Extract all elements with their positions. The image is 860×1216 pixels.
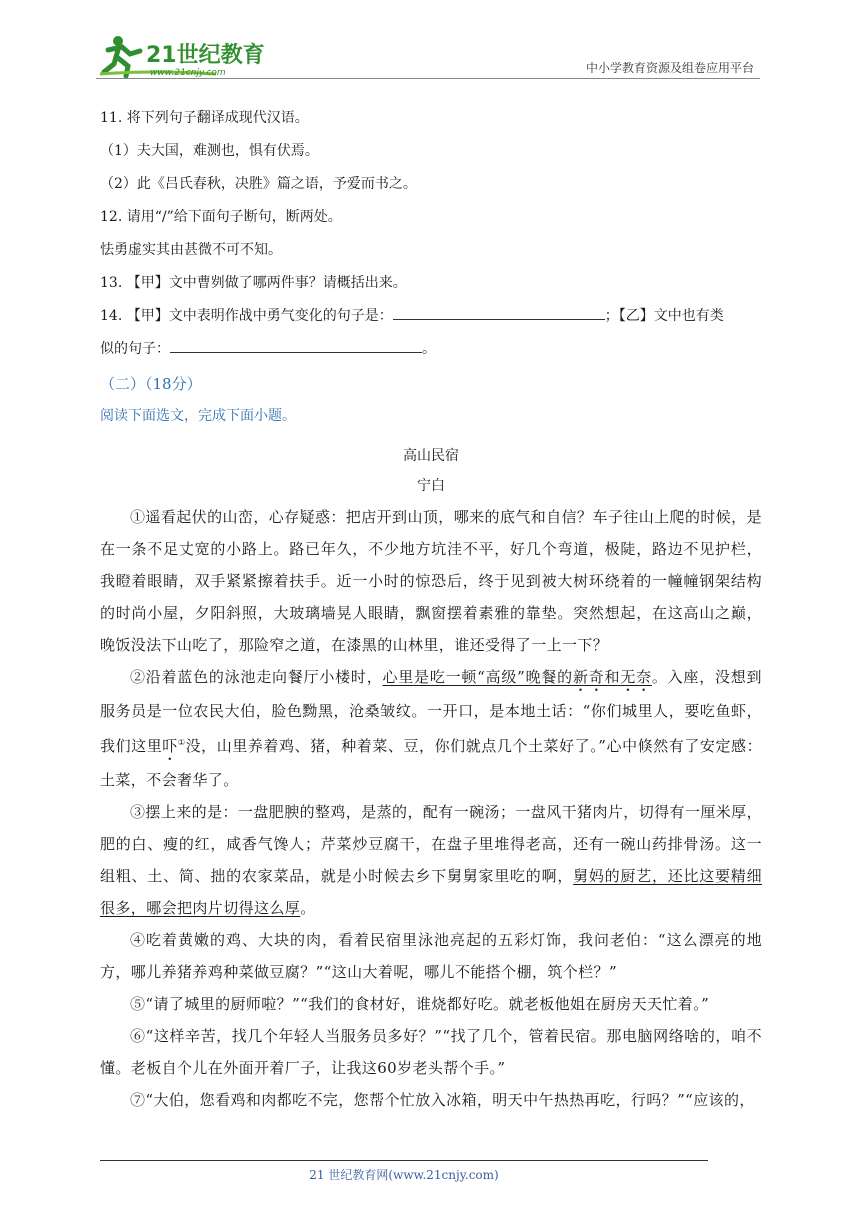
svg-text:www.21cnjy.com: www.21cnjy.com xyxy=(150,68,226,78)
answer-blank-1[interactable] xyxy=(393,303,605,320)
question-11-1: （1）夫大国，难测也，惧有伏焉。 xyxy=(100,143,319,159)
question-11-2: （2）此《吕氏春秋，决胜》篇之语，予爱而书之。 xyxy=(100,176,417,192)
section-hint: 阅读下面选文，完成下面小题。 xyxy=(100,408,296,424)
question-14-end: 。 xyxy=(422,341,436,357)
paragraph-2: ②沿着蓝色的泳池走向餐厅小楼时，心里是吃一顿“高级”晚餐的新奇和无奈。入座，没想到服务员是一位农民大伯，脸色黝黑，沧桑皱纹。一开口，是本地土话：“你们城里人，要吃鱼虾，我们这里吓①没，山里养着鸡、猪，种着菜、豆，你们就点几个土菜好了。”心中倏然有了安定感：土菜，不会奢华了。 xyxy=(100,668,763,789)
question-14-cont xyxy=(100,333,762,366)
site-logo xyxy=(96,30,276,80)
question-14-prompt-3: 似的句子： xyxy=(100,341,170,357)
paragraph-4: ④吃着黄嫩的鸡、大块的肉，看着民宿里泳池亮起的五彩灯饰，我问老伯：“这么漂亮的地方，哪儿养猪养鸡种菜做豆腐？”“这山大着呢，哪儿不能搭个棚，筑个栏？” xyxy=(100,931,762,981)
question-14 xyxy=(100,300,762,333)
question-14-prompt-2: ；【乙】文中也有类 xyxy=(604,308,724,324)
article-author: 宁白 xyxy=(417,478,445,494)
emphasized-word: 新奇 xyxy=(572,668,605,686)
document-body xyxy=(100,102,762,1116)
paragraph-1: ①遥看起伏的山峦，心存疑惑：把店开到山顶，哪来的底气和自信？车子往山上爬的时候，是在一条不足丈宽的小路上。路已年久，不少地方坑洼不平，好几个弯道，极陡，路边不见护栏，我瞪着眼睛，双手紧紧擦着扶手。近一小时的惊恐后，终于见到被大树环绕着的一幢幢钢架结构的时尚小屋，夕阳斜照，大玻璃墙晃人眼睛，飘窗摆着素雅的靠垫。突然想起，在这高山之巅，晚饭没法下山吃了，那险窄之道，在漆黑的山林里，谁还受得了一上一下？ xyxy=(100,508,762,654)
question-13: 13. 【甲】文中曹刿做了哪两件事？请概括出来。 xyxy=(100,275,407,291)
page-footer[interactable]: 21 世纪教育网(www.21cnjy.com) xyxy=(309,1168,499,1182)
platform-name: 中小学教育资源及组卷应用平台 xyxy=(585,61,754,75)
question-14-prompt: 14. 【甲】文中表明作战中勇气变化的句子是： xyxy=(100,308,393,324)
svg-text:21世纪教育: 21世纪教育 xyxy=(146,43,265,68)
annotated-word: 吓 xyxy=(162,737,178,755)
page-header xyxy=(96,30,760,80)
question-12-text: 怯勇虚实其由甚微不可不知。 xyxy=(100,242,282,258)
footer-divider xyxy=(100,1160,708,1161)
footnote-marker: ① xyxy=(177,738,186,747)
answer-blank-2[interactable] xyxy=(170,336,422,353)
header-divider xyxy=(96,78,760,79)
paragraph-5: ⑤“请了城里的厨师啦？”“我们的食材好，谁烧都好吃。就老板他姐在厨房天天忙着。” xyxy=(130,995,710,1013)
paragraph-3: ③摆上来的是：一盘肥腴的整鸡，是蒸的，配有一碗汤；一盘风干猪肉片，切得有一厘米厚，肥的白、瘦的红，咸香气馋人；芹菜炒豆腐干，在盘子里堆得老高，还有一碗山药排骨汤。这一组粗、土、简、拙的农家菜品，就是小时候去乡下舅舅家里吃的啊，舅妈的厨艺，还比这要精细很多，哪会把肉片切得这么厚。 xyxy=(100,803,762,917)
paragraph-6: ⑥“这样辛苦，找几个年轻人当服务员多好？”“找了几个，管着民宿。那电脑网络啥的，咱不懂。老板自个儿在外面开着厂子，让我这60岁老头帮个手。” xyxy=(100,1027,762,1077)
paragraph-7: ⑦“大伯，您看鸡和肉都吃不完，您帮个忙放入冰箱，明天中午热热再吃，行吗？”“应该的， xyxy=(130,1091,755,1109)
emphasized-word: 无奈 xyxy=(620,668,652,686)
section-title: （二）（18分） xyxy=(100,375,202,393)
underlined-sentence: 心里是吃一顿“高级”晚餐的 xyxy=(382,668,573,686)
question-12: 12. 请用“/”给下面句子断句，断两处。 xyxy=(100,209,342,225)
underlined-sentence: 舅妈的厨艺，还比这要精细很多，哪会把肉片切得这么厚 xyxy=(100,867,762,917)
question-11: 11. 将下列句子翻译成现代汉语。 xyxy=(100,110,309,126)
article-title: 高山民宿 xyxy=(403,448,459,464)
